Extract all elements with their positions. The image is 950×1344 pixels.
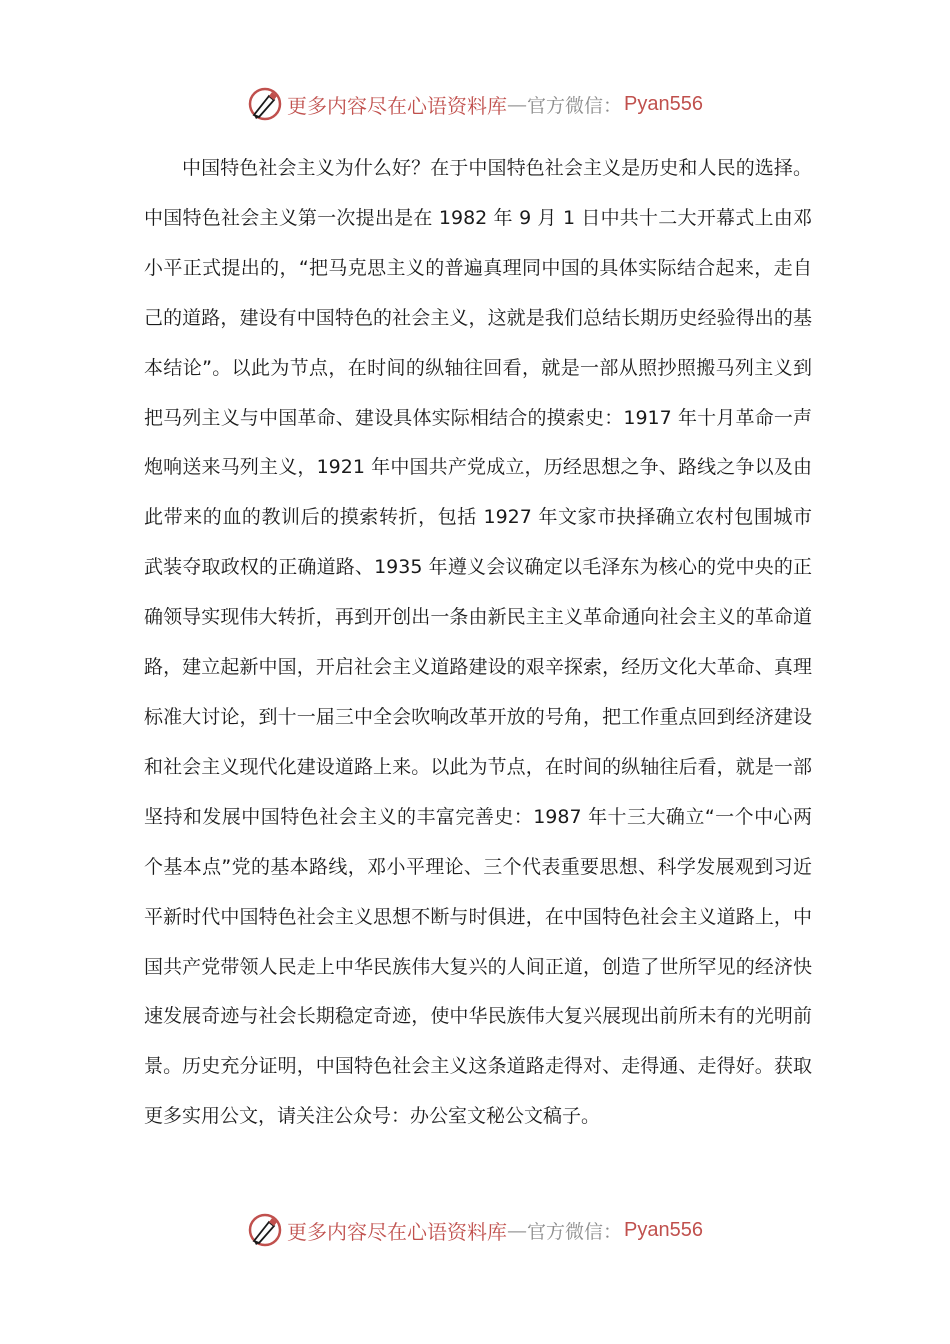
banner-site-name: 更多内容尽在心语资料库 <box>287 1219 507 1244</box>
banner-wechat-id: Pyan556 <box>624 92 703 115</box>
banner-dash: — <box>507 1218 527 1242</box>
banner-wechat-label: 官方微信： <box>527 94 623 117</box>
banner-wechat-label: 官方微信： <box>527 1220 623 1243</box>
banner-site-name: 更多内容尽在心语资料库 <box>287 93 507 118</box>
pen-logo-icon <box>247 86 283 122</box>
footer-banner <box>0 1210 950 1250</box>
banner-dash: — <box>507 92 527 116</box>
body-paragraph: 中国特色社会主义为什么好？在于中国特色社会主义是历史和人民的选择。中国特色社会主义第一次提出是在 1982 年 9 月 1 日中共十二大开幕式上由邓小平正式提出的，“把马克思主义的普遍真理同中国的具体实际结合起来，走自己的道路，建设有中国特色的社会主义，这就是我们总结长期历史经验得出的基本结论”。以此为节点，在时间的纵轴往回看，就是一部从照抄照搬马列主义到把马列主义与中国革命、建设具体实际相结合的摸索史：1917 年十月革命一声炮响送来马列主义，1921 年中国共产党成立，历经思想之争、路线之争以及由此带来的血的教训后的摸索转折，包括 1927 年文家市抉择确立农村包围城市武装夺取政权的正确道路、1935 年遵义会议确定以毛泽东为核心的党中央的正确领导实现伟大转折，再到开创出一条由新民主主义革命通向社会主义的革命道路，建立起新中国，开启社会主义道路建设的艰辛探索，经历文化大革命、真理标准大讨论，到十一届三中全会吹响改革开放的号角，把工作重点回到经济建设和社会主义现代化建设道路上来。以此为节点，在时间的纵轴往后看，就是一部坚持和发展中国特色社会主义的丰富完善史：1987 年十三大确立“一个中心两个基本点”党的基本路线，邓小平理论、三个代表重要思想、科学发展观到习近平新时代中国特色社会主义思想不断与时俱进，在中国特色社会主义道路上，中国共产党带领人民走上中华民族伟大复兴的人间正道，创造了世所罕见的经济快速发展奇迹与社会长期稳定奇迹，使中华民族伟大复兴展现出前所未有的光明前景。历史充分证明，中国特色社会主义这条道路走得对、走得通、走得好。获取更多实用公文，请关注公众号：办公室文秘公文稿子。 <box>144 157 812 1128</box>
pen-logo-icon <box>247 1212 283 1248</box>
document-body <box>144 144 812 1142</box>
banner-wechat-id: Pyan556 <box>624 1218 703 1241</box>
header-banner <box>0 84 950 124</box>
